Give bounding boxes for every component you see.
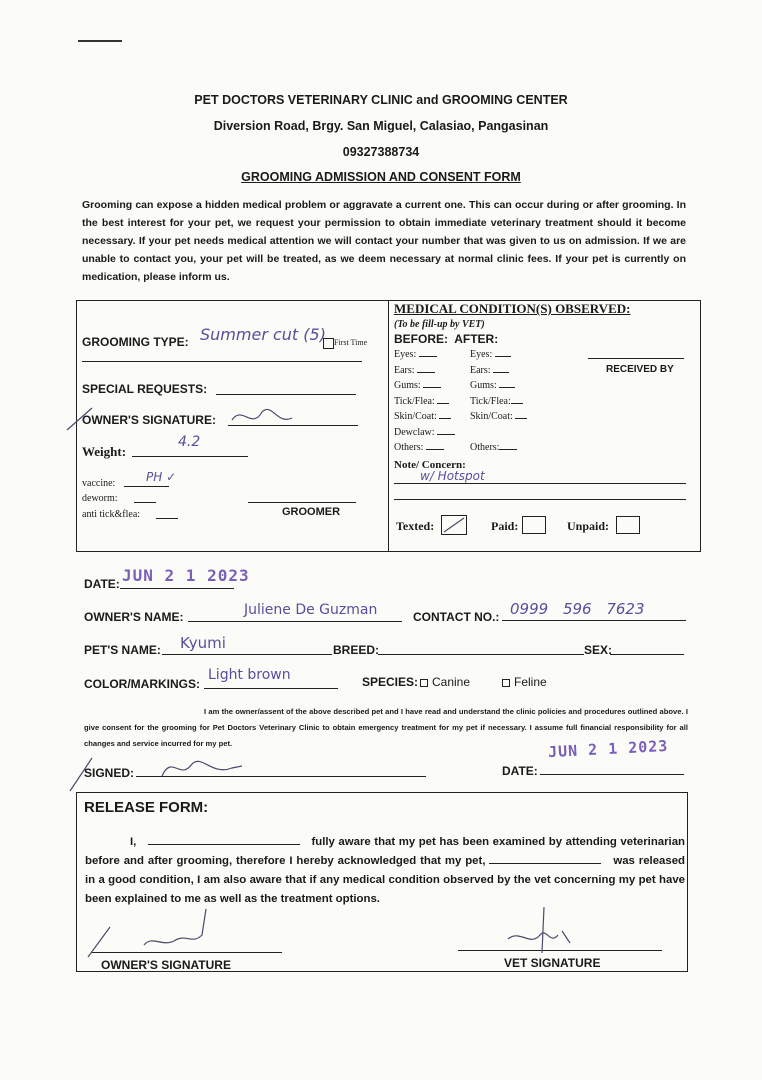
- owner-name-label: OWNER'S NAME:: [84, 610, 184, 624]
- before-conditions: [394, 349, 455, 458]
- note-label: Note/ Concern:: [394, 459, 466, 471]
- release-pet-line: [489, 853, 601, 864]
- release-name-line: [148, 834, 300, 845]
- after-conditions: [470, 349, 527, 458]
- after-eyes: Eyes:: [470, 349, 493, 360]
- release-owner-label: OWNER'S SIGNATURE: [101, 958, 231, 972]
- form-title: GROOMING ADMISSION AND CONSENT FORM: [241, 170, 521, 184]
- grooming-type-value[interactable]: Summer cut (5): [200, 325, 326, 344]
- groomer-label: GROOMER: [282, 506, 341, 518]
- special-requests-label: SPECIAL REQUESTS:: [82, 382, 208, 396]
- clinic-name: PET DOCTORS VETERINARY CLINIC and GROOMING CENTER: [194, 93, 568, 107]
- contact-value[interactable]: 0999 596 7623: [510, 600, 645, 618]
- after-skin: Skin/Coat:: [470, 411, 513, 422]
- signed-date-line: [540, 774, 684, 775]
- breed-line: [378, 654, 584, 655]
- grooming-type-label: GROOMING TYPE:: [82, 335, 189, 349]
- medical-subtitle: (To be fill-up by VET): [394, 319, 485, 330]
- owner-name-value[interactable]: Juliene De Guzman: [244, 602, 378, 618]
- color-label: COLOR/MARKINGS:: [84, 677, 200, 691]
- after-others: Others:: [470, 442, 500, 453]
- release-sentence-2: was released in a good condition, I am also aware that if any medical condition observed by the vet concerning my pet have been explained to me as well as the treatment options.: [85, 855, 685, 905]
- vaccine-line: [124, 486, 169, 487]
- note-value[interactable]: w/ Hotspot: [420, 469, 485, 483]
- before-skin: Skin/Coat:: [394, 411, 437, 422]
- medical-title: MEDICAL CONDITION(S) OBSERVED:: [394, 301, 631, 316]
- signed-date-label: DATE:: [502, 764, 538, 778]
- paid-checkbox[interactable]: [522, 516, 546, 534]
- deworm-label: deworm:: [82, 493, 118, 504]
- release-owner-scribble: [82, 905, 222, 965]
- box-divider: [388, 300, 389, 552]
- weight-label: Weight:: [82, 444, 127, 459]
- release-vet-scribble: [500, 905, 590, 955]
- species-label: SPECIES:: [362, 675, 419, 689]
- special-requests-line: [216, 394, 356, 395]
- before-gums: Gums:: [394, 380, 421, 391]
- note-line-2: [394, 499, 686, 500]
- after-ears: Ears:: [470, 364, 491, 376]
- release-text-panel: [85, 833, 685, 909]
- date-stamp: JUN 2 1 2023: [122, 566, 250, 585]
- check-mark-icon: [442, 516, 466, 534]
- anti-tick-label: anti tick&flea:: [82, 509, 141, 520]
- before-after-label: BEFORE: AFTER:: [394, 332, 499, 346]
- corner-mark: [78, 40, 122, 42]
- sex-label: SEX:: [584, 643, 613, 657]
- received-by-label: RECEIVED BY: [606, 364, 674, 375]
- date-label: DATE:: [84, 577, 120, 591]
- consent-paragraph: I am the owner/assent of the above described pet and I have read and understand the clinic policies and procedures outlined above. I give consent for the grooming for Pet Doctors Veterinary Clinic to obtain emergency treatment for my pet if necessary. I assume full financial responsibility for all changes and service incurred for my pet.: [84, 707, 688, 748]
- texted-label: Texted:: [396, 519, 435, 533]
- anti-tick-line: [156, 518, 178, 519]
- vaccine-value[interactable]: PH ✓: [146, 470, 177, 484]
- release-vet-label: VET SIGNATURE: [504, 956, 601, 970]
- before-tick: Tick/Flea:: [394, 395, 435, 407]
- canine-checkbox[interactable]: [420, 679, 428, 687]
- unpaid-label: Unpaid:: [567, 519, 610, 533]
- release-title: RELEASE FORM:: [84, 799, 209, 816]
- deworm-line: [134, 502, 156, 503]
- after-gums: Gums:: [470, 380, 497, 391]
- contact-label: CONTACT NO.:: [413, 610, 500, 624]
- weight-line: [132, 456, 248, 457]
- signed-date-stamp: JUN 2 1 2023: [547, 736, 669, 762]
- canine-label: Canine: [432, 675, 471, 689]
- feline-checkbox[interactable]: [502, 679, 510, 687]
- weight-value[interactable]: 4.2: [178, 434, 201, 450]
- before-ears: Ears:: [394, 364, 415, 376]
- intro-paragraph: Grooming can expose a hidden medical problem or aggravate a current one. This can occur during or after grooming. In the best interest for your pet, we request your permission to obtain immediate veterinary treatment should it become necessary. If your pet needs medical attention we will contact your number that was given to us on admission. If we are unable to contact you, your pet will be treated, as we deem necessary at normal clinic fees. If your pet is currently on medication, please inform us.: [82, 199, 686, 283]
- pet-name-line: [162, 654, 332, 655]
- paid-label: Paid:: [491, 519, 519, 533]
- release-sentence-1: fully aware that my pet has been examined by attending veterinarian before and after grooming, therefore I hereby acknowledged that my pet,: [85, 836, 685, 867]
- color-value[interactable]: Light brown: [208, 667, 291, 683]
- feline-label: Feline: [514, 675, 547, 689]
- before-eyes: Eyes:: [394, 349, 417, 360]
- release-i: I,: [130, 836, 137, 848]
- pet-name-value[interactable]: Kyumi: [180, 634, 226, 652]
- pet-name-label: PET'S NAME:: [84, 643, 161, 657]
- first-time-label: First Time: [334, 338, 368, 347]
- contact-line: [502, 620, 686, 621]
- owner-name-line: [188, 621, 402, 622]
- clinic-phone: 09327388734: [342, 145, 420, 159]
- signed-label: SIGNED:: [84, 766, 135, 780]
- color-line: [204, 688, 338, 689]
- grooming-type-line: [82, 361, 362, 362]
- after-tick: Tick/Flea:: [470, 395, 511, 407]
- before-others: Others:: [394, 442, 424, 453]
- texted-checkbox[interactable]: [441, 515, 467, 535]
- owner-signature-label: OWNER'S SIGNATURE:: [82, 413, 216, 427]
- dewclaw-label: Dewclaw:: [394, 426, 435, 438]
- clinic-address: Diversion Road, Brgy. San Miguel, Calasiao, Pangasinan: [213, 119, 549, 133]
- note-line-1: [394, 483, 686, 484]
- breed-label: BREED:: [333, 643, 380, 657]
- unpaid-checkbox[interactable]: [616, 516, 640, 534]
- first-time-checkbox[interactable]: [323, 338, 334, 349]
- vaccine-label: vaccine:: [82, 478, 116, 489]
- groomer-line: [248, 502, 356, 503]
- signed-signature-scribble: [62, 746, 262, 796]
- date-line: [120, 588, 234, 589]
- sex-line: [610, 654, 684, 655]
- received-by-line: [588, 358, 684, 359]
